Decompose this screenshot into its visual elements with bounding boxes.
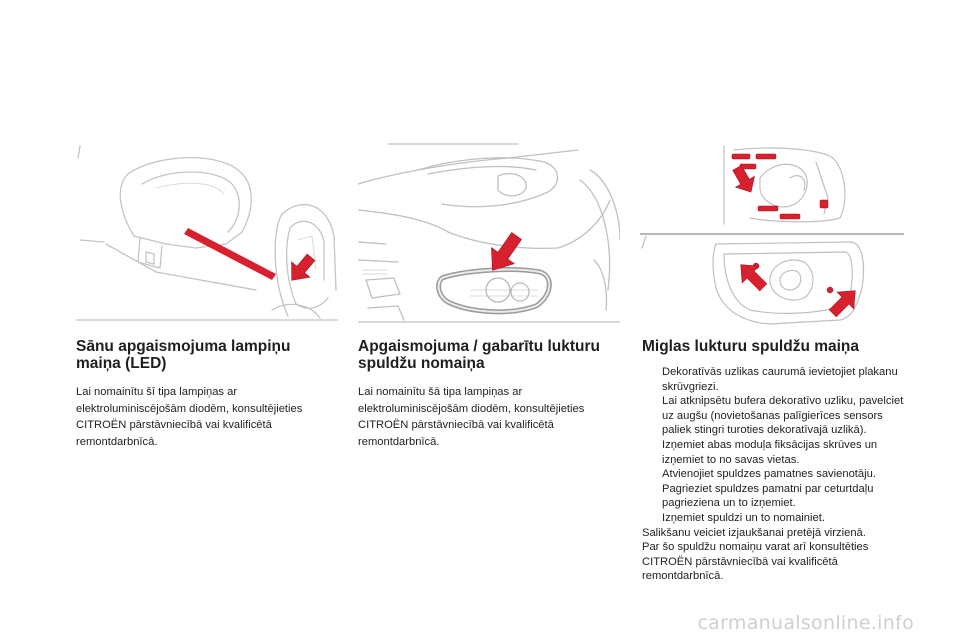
side-lamp-heading: Sānu apgaismojuma lampiņu maiņa (LED) [76, 338, 291, 372]
list-item [642, 365, 904, 394]
mirror-drawing [76, 140, 338, 328]
step-text: Dekoratīvās uzlikas caurumā ievietojiet plakanu skrūvgriezi. [662, 366, 898, 393]
mirror-illustration [76, 140, 338, 328]
step-text: Izņemiet spuldzi un to nomainiet. [662, 511, 825, 524]
step-text: Izņemiet abas moduļa fiksācijas skrūves un izņemiet to no savas vietas. [662, 438, 878, 466]
foglamp-heading: Miglas lukturu spuldžu maiņa [642, 338, 860, 355]
foglamp-drawing [640, 138, 904, 328]
side-lamp-section [76, 338, 336, 450]
list-item [642, 467, 904, 482]
side-lamp-text: Lai nomainītu šī tipa lampiņas ar elektroluminiscējošām diodēm, konsultējieties CITROËN pārstāvniecībā vai kvalificētā remontdarbnīcā. [76, 386, 303, 448]
headlamp-illustration [358, 140, 620, 328]
reassembly-note: Salikšanu veiciet izjaukšanai pretējā virzienā. [642, 526, 866, 539]
list-item [642, 394, 904, 438]
foglamp-steps [642, 365, 904, 526]
list-item [642, 511, 904, 526]
step-text: Atvienojiet spuldzes pamatnes savienotāju. [662, 468, 876, 481]
list-item [642, 482, 904, 511]
list-item [642, 438, 904, 467]
foglamp-illustration [640, 138, 904, 328]
step-text: Lai atknipsētu bufera dekoratīvo uzliku, pavelciet uz augšu (novietošanas palīgierīces sensors paliek stingri turoties dekoratīvajā uzlikā). [662, 395, 904, 437]
headlamp-drawing [358, 140, 620, 328]
foglamp-section [642, 338, 904, 584]
headlamp-heading: Apgaismojuma / gabarītu lukturu spuldžu nomaiņa [358, 338, 600, 372]
watermark: carmanualsonline.info [697, 612, 914, 634]
dealer-note: Par šo spuldžu nomaiņu varat arī konsultēties CITROËN pārstāvniecībā vai kvalificētā remontdarbnīcā. [642, 541, 869, 583]
headlamp-section [358, 338, 620, 450]
headlamp-text: Lai nomainītu šā tipa lampiņas ar elektroluminiscējošām diodēm, konsultējieties CITROËN pārstāvniecībā vai kvalificētā remontdarbnīcā. [358, 386, 585, 448]
step-text: Pagrieziet spuldzes pamatni par ceturtdaļu pagrieziena un to izņemiet. [662, 482, 874, 510]
